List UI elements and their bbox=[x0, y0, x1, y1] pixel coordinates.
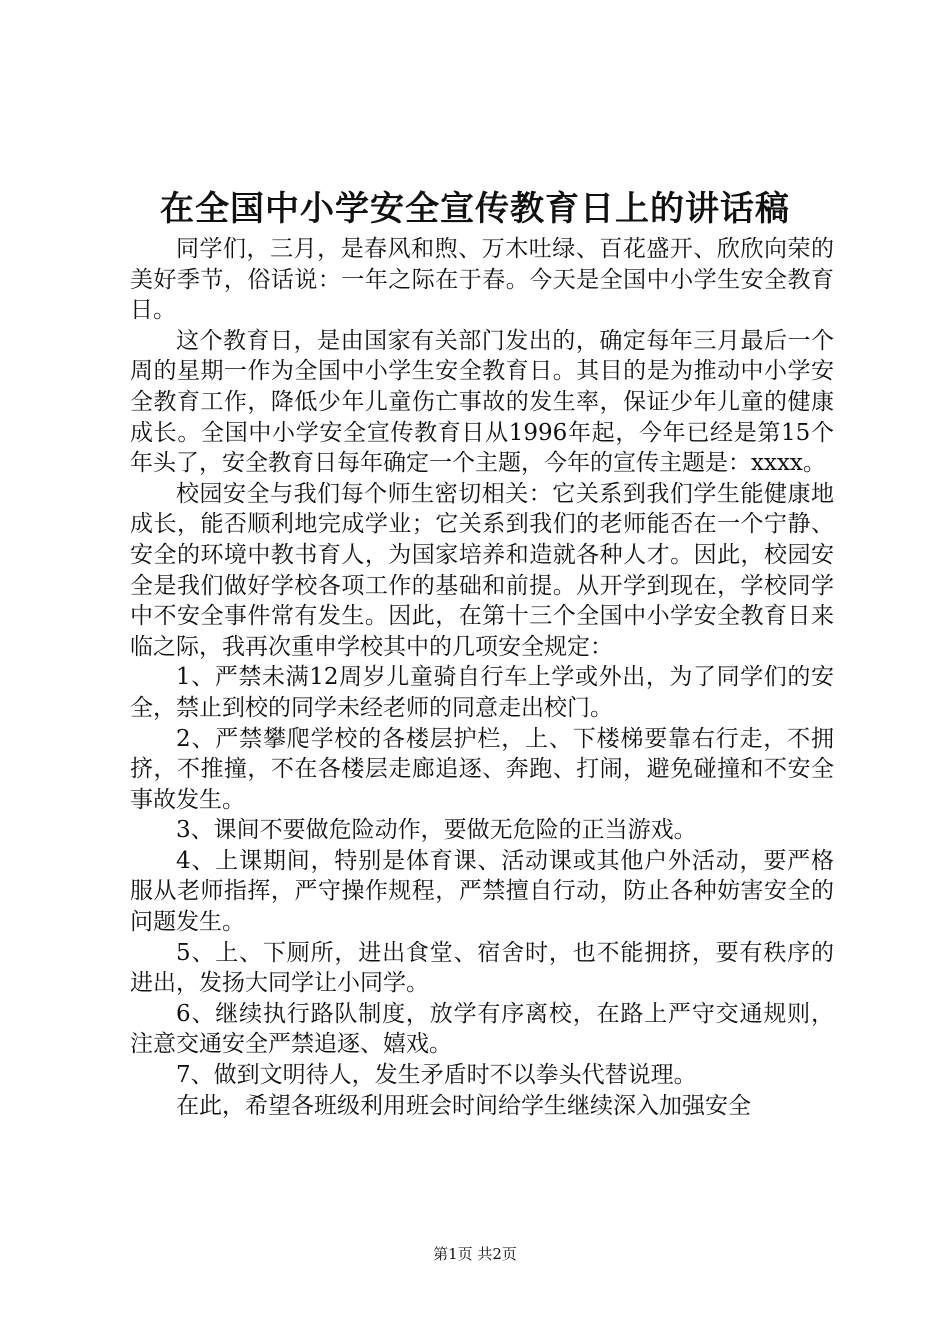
rule-item-6: 6、继续执行路队制度，放学有序离校，在路上严守交通规则，注意交通安全严禁追逐、嬉戏。 bbox=[130, 1000, 834, 1058]
paragraph-3: 校园安全与我们每个师生密切相关：它关系到我们学生能健康地成长，能否顺利地完成学业；它关系到我们的老师能否在一个宁静、安全的环境中教书育人，为国家培养和造就各种人才。因此，校园安全是我们做好学校各项工作的基础和前提。从开学到现在，学校同学中不安全事件常有发生。因此，在第十三个全国中小学安全教育日来临之际，我再次重申学校其中的几项安全规定： bbox=[130, 480, 834, 660]
rule-item-7: 7、做到文明待人，发生矛盾时不以拳头代替说理。 bbox=[176, 1062, 697, 1089]
document-title: 在全国中小学安全宣传教育日上的讲话稿 bbox=[160, 189, 790, 229]
page-number-footer: 第1页 共2页 bbox=[433, 1245, 517, 1263]
paragraph-2: 这个教育日，是由国家有关部门发出的，确定每年三月最后一个周的星期一作为全国中小学生安全教育日。其目的是为推动中小学安全教育工作，降低少年儿童伤亡事故的发生率，保证少年儿童的健康成长。全国中小学安全宣传教育日从1996年起，今年已经是第15个年头了，安全教育日每年确定一个主题，今年的宣传主题是：xxxx。 bbox=[130, 327, 834, 477]
document-body bbox=[130, 234, 834, 1121]
paragraph-1: 同学们，三月，是春风和煦、万木吐绿、百花盛开、欣欣向荣的美好季节，俗话说：一年之际在于春。今天是全国中小学生安全教育日。 bbox=[130, 236, 834, 324]
rule-item-2: 2、严禁攀爬学校的各楼层护栏，上、下楼梯要靠右行走，不拥挤，不推撞，不在各楼层走廊追逐、奔跑、打闹，避免碰撞和不安全事故发生。 bbox=[130, 725, 834, 813]
rule-item-4: 4、上课期间，特别是体育课、活动课或其他户外活动，要严格服从老师指挥，严守操作规程，严禁擅自行动，防止各种妨害安全的问题发生。 bbox=[130, 847, 834, 936]
rule-item-5: 5、上、下厕所，进出食堂、宿舍时，也不能拥挤，要有秩序的进出，发扬大同学让小同学。 bbox=[130, 939, 834, 997]
rule-item-3: 3、课间不要做危险动作，要做无危险的正当游戏。 bbox=[176, 817, 697, 844]
rule-item-1: 1、严禁未满12周岁儿童骑自行车上学或外出，为了同学们的安全，禁止到校的同学未经老师的同意走出校门。 bbox=[130, 664, 834, 721]
closing-paragraph: 在此，希望各班级利用班会时间给学生继续深入加强安全 bbox=[176, 1092, 751, 1119]
